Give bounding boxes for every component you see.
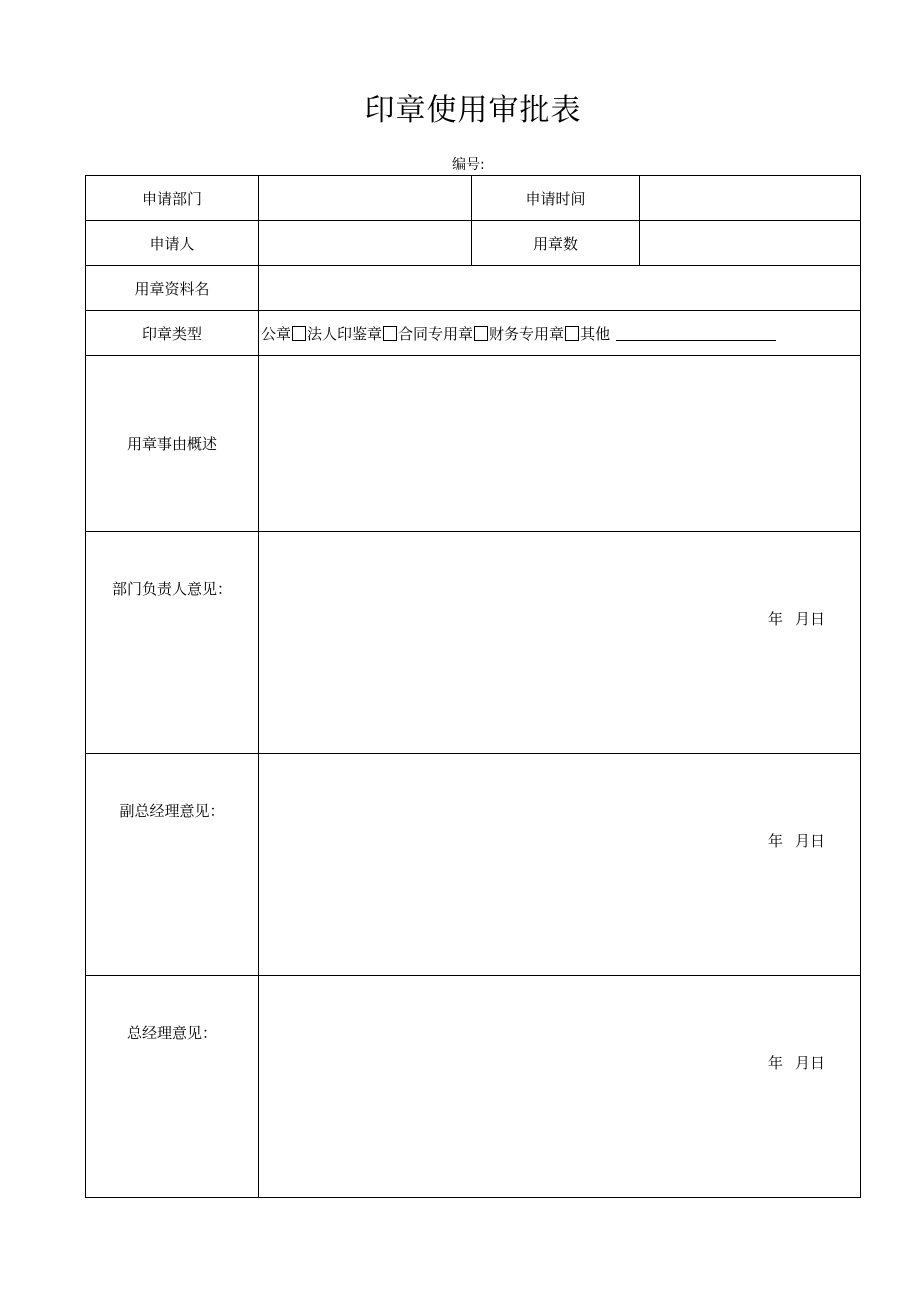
serial-number-label: 编号: — [452, 157, 485, 173]
apply-dept-field[interactable] — [259, 176, 472, 221]
apply-dept-label: 申请部门 — [86, 176, 259, 221]
table-row — [86, 176, 861, 221]
apply-time-label: 申请时间 — [472, 176, 640, 221]
page-title: 印章使用审批表 — [364, 93, 582, 128]
applicant-field[interactable] — [259, 221, 472, 266]
gm-opinion-field[interactable] — [259, 976, 861, 1198]
seal-type-legal-rep-checkbox[interactable] — [383, 326, 397, 341]
gm-opinion-label: 总经理意见： — [86, 976, 259, 1198]
date-year-label: 年 — [767, 832, 783, 850]
seal-type-finance-label: 财务专用章 — [489, 324, 565, 343]
date-month-day-label: 月日 — [794, 1054, 825, 1072]
table-row — [86, 976, 861, 1198]
approval-form-table — [85, 175, 861, 1198]
seal-type-contract-label: 合同专用章 — [398, 324, 474, 343]
date-month-day-label: 月日 — [794, 832, 825, 850]
table-row — [86, 356, 861, 532]
table-row — [86, 266, 861, 311]
reason-field[interactable] — [259, 356, 861, 532]
table-row — [86, 532, 861, 754]
applicant-label: 申请人 — [86, 221, 259, 266]
seal-type-label: 印章类型 — [86, 311, 259, 356]
reason-label: 用章事由概述 — [86, 356, 259, 532]
seal-count-field[interactable] — [640, 221, 861, 266]
table-row — [86, 221, 861, 266]
date-line — [768, 1052, 825, 1073]
document-name-field[interactable] — [259, 266, 861, 311]
seal-type-finance-checkbox[interactable] — [565, 326, 579, 341]
apply-time-field[interactable] — [640, 176, 861, 221]
seal-type-legal-rep-label: 法人印鉴章 — [307, 324, 383, 343]
seal-count-label: 用章数 — [472, 221, 640, 266]
date-year-label: 年 — [767, 610, 783, 628]
seal-type-other-blank[interactable] — [616, 326, 776, 341]
date-month-day-label: 月日 — [794, 610, 825, 628]
seal-type-contract-checkbox[interactable] — [474, 326, 488, 341]
seal-type-official-label: 公章 — [261, 324, 292, 343]
seal-type-official-checkbox[interactable] — [292, 326, 306, 341]
document-name-label: 用章资料名 — [86, 266, 259, 311]
deputy-gm-opinion-field[interactable] — [259, 754, 861, 976]
dept-head-opinion-label: 部门负责人意见： — [86, 532, 259, 754]
dept-head-opinion-field[interactable] — [259, 532, 861, 754]
deputy-gm-opinion-label: 副总经理意见： — [86, 754, 259, 976]
seal-type-other-label: 其他 — [580, 324, 611, 343]
table-row — [86, 311, 861, 356]
table-row — [86, 754, 861, 976]
date-line — [768, 830, 825, 851]
seal-type-options — [259, 311, 861, 356]
date-line — [768, 608, 825, 629]
date-year-label: 年 — [767, 1054, 783, 1072]
